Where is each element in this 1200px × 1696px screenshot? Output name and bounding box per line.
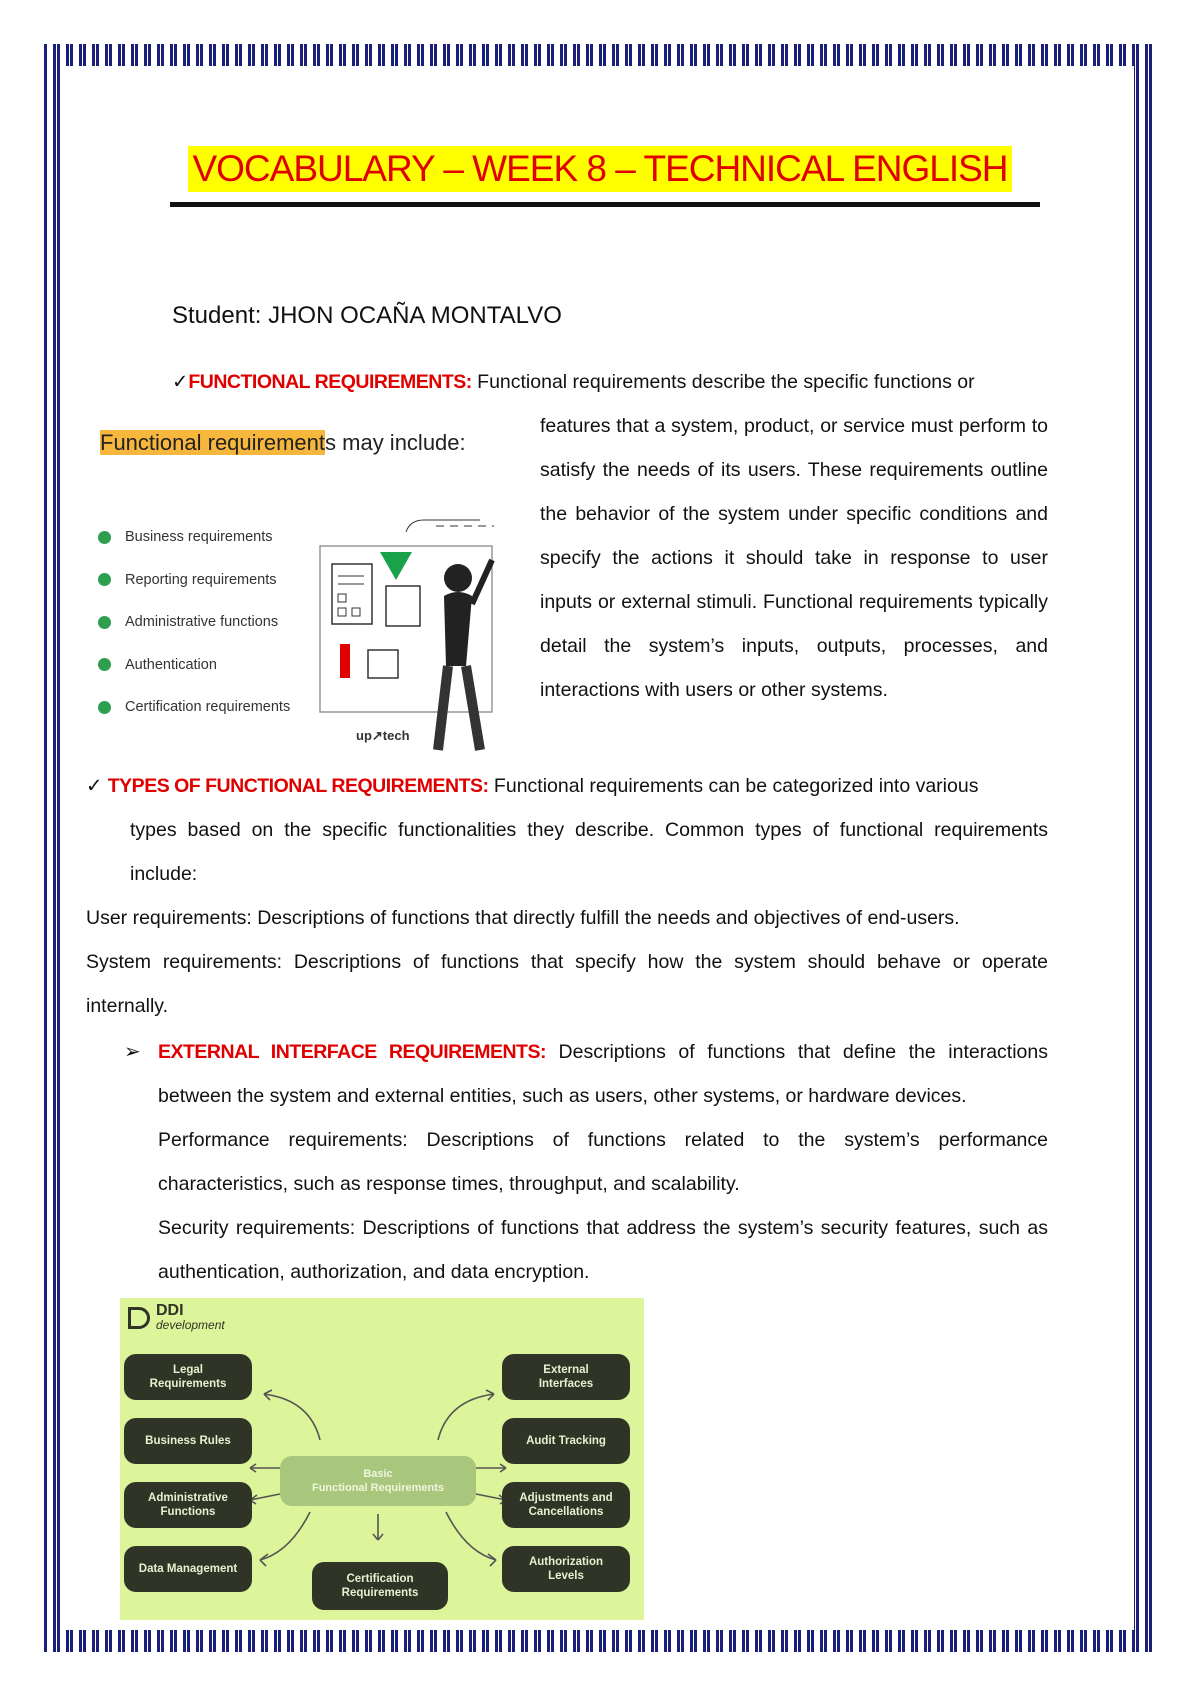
list-item: Administrative functions — [98, 601, 290, 644]
check-icon — [98, 658, 111, 671]
functional-body: features that a system, product, or service must perform to satisfy the needs of its users. These requirements outline the behavior of the system under specific conditions and specify the actions it should take in response to user inputs or external stimuli. Functional requirements typically detail the system’s inputs, outputs, processes, and interactions with users or other systems. — [540, 415, 1048, 701]
functional-heading: FUNCTIONAL REQUIREMENTS: — [188, 371, 472, 393]
figure-header-rest: s may include: — [325, 430, 466, 455]
types-heading: TYPES OF FUNCTIONAL REQUIREMENTS: — [107, 775, 489, 797]
list-item: Authentication — [98, 644, 290, 687]
diagram-node-bottom: Certification Requirements — [312, 1562, 448, 1610]
list-item: Business requirements — [98, 516, 290, 559]
page-title: VOCABULARY – WEEK 8 – TECHNICAL ENGLISH — [188, 146, 1011, 192]
diagram-node-right-2: Audit Tracking — [502, 1418, 630, 1464]
types-lead: Functional requirements can be categorized into various — [488, 775, 979, 797]
check-icon — [98, 616, 111, 629]
diagram-node-left-3: Administrative Functions — [124, 1482, 252, 1528]
diagram-node-right-3: Adjustments and Cancellations — [502, 1482, 630, 1528]
functional-intro — [172, 360, 1048, 404]
diagram-node-left-4: Data Management — [124, 1546, 252, 1592]
diagram-node-right-4: Authorization Levels — [502, 1546, 630, 1592]
check-icon: ✓ — [86, 775, 103, 797]
arrow-bullet-icon: ➢ — [124, 1041, 141, 1063]
functional-lead: Functional requirements describe the specific functions or — [471, 371, 975, 393]
system-requirements: System requirements: Descriptions of functions that specify how the system should behave or operate internally. — [86, 951, 1048, 1017]
list-item: Certification requirements — [98, 686, 290, 729]
check-icon — [98, 701, 111, 714]
check-icon — [98, 531, 111, 544]
performance-requirements: Performance requirements: Descriptions of functions related to the system’s performance characteristics, such as response times, throughput, and scalability. — [158, 1129, 1048, 1195]
functional-requirements-figure — [94, 420, 524, 754]
check-icon — [98, 573, 111, 586]
external-text: Descriptions of functions that define the interactions between the system and external entities, such as users, other systems, or hardware devices. — [158, 1041, 1048, 1107]
figure-list — [98, 516, 290, 729]
check-icon: ✓ — [172, 371, 189, 393]
title-underline — [170, 202, 1040, 207]
types-rest: types based on the specific functionalities they describe. Common types of functional requirements include: — [130, 819, 1048, 885]
diagram-center-node: Basic Functional Requirements — [280, 1456, 476, 1506]
illustration — [316, 486, 526, 754]
types-section — [86, 764, 1048, 896]
diagram-node-right-1: External Interfaces — [502, 1354, 630, 1400]
external-section — [158, 1030, 1048, 1294]
security-requirements: Security requirements: Descriptions of functions that address the system’s security features, such as authentication, authorization, and data encryption. — [158, 1217, 1048, 1283]
ddi-logo: DDI development — [128, 1304, 225, 1332]
list-item: Reporting requirements — [98, 559, 290, 602]
figure-header-highlight: Functional requirement — [100, 430, 326, 455]
figure-header — [100, 430, 466, 456]
student-name: Student: JHON OCAÑA MONTALVO — [172, 302, 562, 329]
user-requirements: User requirements: Descriptions of functions that directly fulfill the needs and objectives of end-users. — [86, 907, 960, 929]
diagram-node-left-1: Legal Requirements — [124, 1354, 252, 1400]
external-heading: EXTERNAL INTERFACE REQUIREMENTS: — [158, 1041, 546, 1063]
brand-logo: up↗tech — [356, 728, 410, 743]
title-wrap — [170, 146, 1030, 192]
basic-functional-requirements-diagram — [120, 1298, 644, 1620]
diagram-node-left-2: Business Rules — [124, 1418, 252, 1464]
